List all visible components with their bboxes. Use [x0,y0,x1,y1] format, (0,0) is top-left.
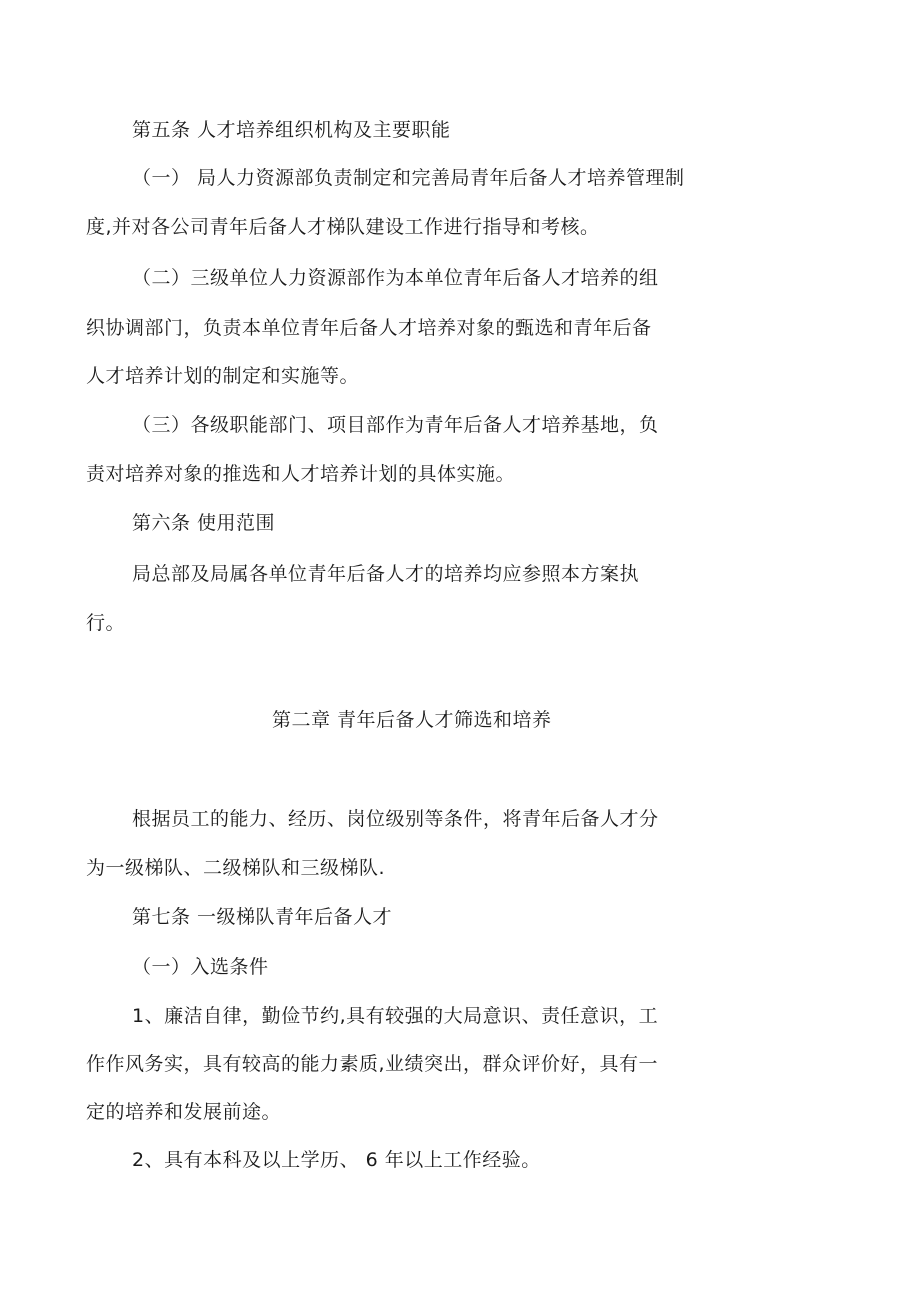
paragraph-line: 局总部及局属各单位青年后备人才的培养均应参照本方案执 [132,563,640,585]
paragraph-line: 责对培养对象的推选和人才培养计划的具体实施。 [86,463,516,485]
paragraph-line: 定的培养和发展前途。 [86,1101,282,1123]
paragraph-line: 人才培养计划的制定和实施等。 [86,365,360,387]
paragraph-line: 度,并对各公司青年后备人才梯队建设工作进行指导和考核。 [86,216,600,238]
paragraph-line: 作作风务实，具有较高的能力素质,业绩突出，群众评价好，具有一 [86,1053,659,1075]
paragraph-line: 为一级梯队、二级梯队和三级梯队. [86,857,386,879]
section-heading: （一）入选条件 [132,956,269,978]
chapter-2-heading: 第二章 青年后备人才筛选和培养 [272,709,552,731]
article-7-heading: 第七条 一级梯队青年后备人才 [132,906,393,928]
paragraph-line: （二）三级单位人力资源部作为本单位青年后备人才培养的组 [132,267,659,289]
paragraph-line: 行。 [86,612,126,634]
article-5-heading: 第五条 人才培养组织机构及主要职能 [132,119,451,141]
paragraph-line: 2、具有本科及以上学历、 6 年以上工作经验。 [132,1149,541,1171]
paragraph-line: 1、廉洁自律，勤俭节约,具有较强的大局意识、责任意识，工 [132,1005,659,1027]
article-6-heading: 第六条 使用范围 [132,512,276,534]
paragraph-line: 根据员工的能力、经历、岗位级别等条件，将青年后备人才分 [132,808,659,830]
paragraph-line: 织协调部门，负责本单位青年后备人才培养对象的甄选和青年后备 [86,317,652,339]
paragraph-line: （一） 局人力资源部负责制定和完善局青年后备人才培养管理制 [132,167,685,189]
paragraph-line: （三）各级职能部门、项目部作为青年后备人才培养基地，负 [132,414,659,436]
